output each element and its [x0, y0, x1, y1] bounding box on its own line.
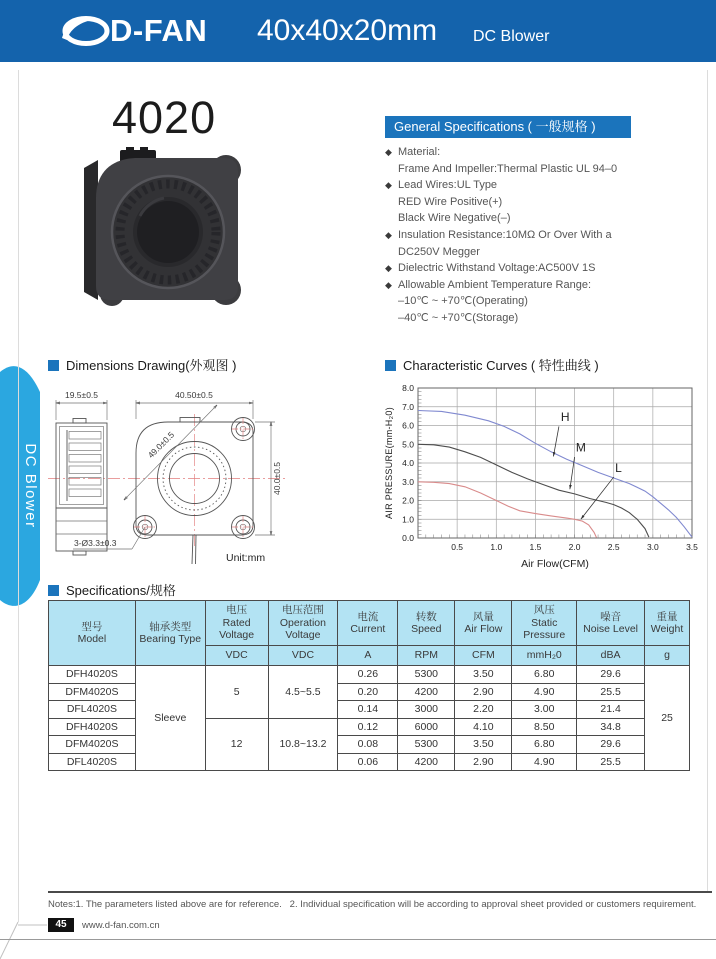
page-number-badge: 45 — [48, 918, 74, 932]
cell-noise-level: 29.6 — [577, 666, 645, 684]
cell-model: DFH4020S — [49, 666, 136, 684]
col-header-air-flow: 风量 Air Flow — [455, 601, 512, 646]
diamond-bullet-icon: ◆ — [385, 229, 392, 240]
bottom-rule — [0, 939, 716, 940]
spec-line: –10℃ ~ +70℃(Operating) — [398, 295, 528, 308]
col-header-current: 电流 Current — [338, 601, 398, 646]
col-header-noise-level: 噪音 Noise Level — [577, 601, 645, 646]
cell-speed: 4200 — [398, 753, 455, 771]
y-tick-label: 1.0 — [402, 514, 414, 525]
y-tick-label: 6.0 — [402, 420, 414, 431]
cell-air-flow: 4.10 — [455, 718, 512, 736]
characteristic-curves-chart — [383, 374, 705, 572]
cell-weight: 25 — [645, 666, 690, 771]
cell-static-pressure: 6.80 — [512, 666, 577, 684]
x-tick-label: 0.5 — [451, 542, 464, 552]
col-header-operation-voltage: 电压范围 Operation Voltage — [268, 601, 338, 646]
y-tick-label: 0.0 — [402, 533, 414, 543]
spec-line: ◆ Lead Wires:UL Type — [385, 177, 715, 194]
product-photo-blower-fan — [68, 144, 253, 316]
unit-weight: g — [645, 646, 690, 666]
curve-label-M: M — [575, 440, 586, 455]
dimensions-drawing — [44, 374, 356, 572]
curve-L — [418, 482, 597, 538]
cell-model: DFH4020S — [49, 718, 136, 736]
website-url: www.d-fan.com.cn — [82, 920, 160, 931]
right-margin-rule — [707, 70, 708, 891]
unit-static-pressure: mmH₂0 — [512, 646, 577, 666]
spec-line: DC250V Megger — [398, 245, 480, 258]
col-header-model: 型号 Model — [49, 601, 136, 666]
spec-line: ◆ Dielectric Withstand Voltage:AC500V 1S — [385, 260, 715, 277]
cell-static-pressure: 4.90 — [512, 753, 577, 771]
specs-section-label: Specifications/规格 — [66, 583, 176, 598]
footer-notes: Notes:1. The parameters listed above are for reference. 2. Individual specification will be according to approval sheet provided or customers requirement. — [48, 899, 697, 910]
x-tick-label: 2.5 — [607, 542, 620, 552]
table-row — [49, 666, 690, 684]
cell-current: 0.20 — [338, 683, 398, 701]
col-header-bearing-type: 轴承类型 Bearing Type — [135, 601, 205, 666]
curves-section-title — [385, 355, 599, 374]
specifications-table — [48, 600, 690, 771]
unit-rated-voltage: VDC — [205, 646, 268, 666]
spec-line: ◆ Allowable Ambient Temperature Range: — [385, 277, 715, 294]
col-header-rated-voltage: 电压 Rated Voltage — [205, 601, 268, 646]
dim-unit-label: Unit:mm — [226, 552, 266, 564]
diamond-bullet-icon: ◆ — [385, 147, 392, 157]
y-tick-label: 7.0 — [402, 401, 414, 412]
cell-speed: 5300 — [398, 666, 455, 684]
cell-air-flow: 3.50 — [455, 666, 512, 684]
cell-speed: 5300 — [398, 736, 455, 754]
spec-line: Black Wire Negative(–) — [398, 212, 511, 225]
diamond-bullet-icon: ◆ — [385, 279, 392, 290]
spec-line: ◆ Insulation Resistance:10MΩ Or Over With a — [385, 227, 715, 244]
general-specs-list — [385, 144, 715, 327]
diamond-bullet-icon: ◆ — [385, 263, 392, 274]
curve-M — [418, 444, 649, 537]
unit-speed: RPM — [398, 646, 455, 666]
x-tick-label: 1.5 — [529, 542, 542, 552]
size-title: 40x40x20mm — [257, 14, 438, 47]
curves-section-label: Characteristic Curves ( 特性曲线 ) — [403, 358, 599, 373]
cell-static-pressure: 4.90 — [512, 683, 577, 701]
cell-static-pressure: 3.00 — [512, 701, 577, 719]
dimensions-section-label: Dimensions Drawing(外观图 ) — [66, 358, 237, 373]
blue-square-icon — [48, 585, 59, 596]
cell-model: DFM4020S — [49, 683, 136, 701]
left-margin-rule — [18, 70, 19, 922]
cell-current: 0.12 — [338, 718, 398, 736]
dim-depth-label: 19.5±0.5 — [64, 390, 99, 400]
cell-current: 0.08 — [338, 736, 398, 754]
cell-current: 0.06 — [338, 753, 398, 771]
cell-noise-level: 25.5 — [577, 753, 645, 771]
curve-H — [418, 411, 692, 538]
cell-air-flow: 3.50 — [455, 736, 512, 754]
dim-width-label: 40.50±0.5 — [175, 390, 213, 400]
cell-speed: 4200 — [398, 683, 455, 701]
y-tick-label: 5.0 — [402, 439, 414, 450]
dimensions-section-title — [48, 355, 236, 374]
x-tick-label: 3.5 — [686, 542, 698, 552]
col-header-static-pressure: 风压 Static Pressure — [512, 601, 577, 646]
dim-height-label: 40.0±0.5 — [272, 461, 282, 496]
x-axis-title: Air Flow(CFM) — [521, 558, 589, 570]
dfan-logo-icon — [60, 15, 110, 47]
cell-model: DFM4020S — [49, 736, 136, 754]
spec-line: –40℃ ~ +70℃(Storage) — [398, 311, 519, 324]
y-axis-title: AIR PRESSURE(mm-H₂0) — [384, 406, 394, 520]
footer-divider — [48, 891, 712, 893]
col-header-speed: 转数 Speed — [398, 601, 455, 646]
unit-current: A — [338, 646, 398, 666]
cell-operation-voltage: 4.5~5.5 — [268, 666, 338, 719]
cell-noise-level: 21.4 — [577, 701, 645, 719]
unit-operation-voltage: VDC — [268, 646, 338, 666]
specs-section-title — [48, 580, 176, 599]
y-tick-label: 2.0 — [402, 495, 414, 506]
x-tick-label: 2.0 — [568, 542, 581, 552]
cell-rated-voltage: 12 — [205, 718, 268, 771]
cell-current: 0.26 — [338, 666, 398, 684]
blue-square-icon — [385, 360, 396, 371]
cell-noise-level: 29.6 — [577, 736, 645, 754]
dim-diagonal-label: 49.0±0.5 — [145, 429, 177, 461]
corner-decoration — [0, 890, 60, 959]
cell-static-pressure: 8.50 — [512, 718, 577, 736]
col-header-weight: 重量 Weight — [645, 601, 690, 646]
cell-static-pressure: 6.80 — [512, 736, 577, 754]
x-tick-label: 3.0 — [646, 542, 659, 552]
x-tick-label: 1.0 — [490, 542, 503, 552]
brand-name: D-FAN — [110, 13, 208, 48]
cell-model: DFL4020S — [49, 701, 136, 719]
product-type-title: DC Blower — [473, 28, 550, 45]
cell-operation-voltage: 10.8~13.2 — [268, 718, 338, 771]
unit-noise-level: dBA — [577, 646, 645, 666]
cell-model: DFL4020S — [49, 753, 136, 771]
side-tab-dc-blower — [0, 358, 44, 616]
general-specs-title: General Specifications ( 一般规格 ) — [385, 116, 631, 138]
blue-square-icon — [48, 360, 59, 371]
model-title: 4020 — [112, 92, 217, 143]
y-tick-label: 4.0 — [402, 458, 414, 468]
cell-bearing-type: Sleeve — [135, 666, 205, 771]
cell-air-flow: 2.20 — [455, 701, 512, 719]
y-tick-label: 3.0 — [402, 476, 414, 487]
cell-rated-voltage: 5 — [205, 666, 268, 719]
cell-noise-level: 25.5 — [577, 683, 645, 701]
unit-air-flow: CFM — [455, 646, 512, 666]
header-bar — [0, 0, 716, 62]
spec-line: Frame And Impeller:Thermal Plastic UL 94–0 — [398, 162, 618, 175]
cell-air-flow: 2.90 — [455, 683, 512, 701]
y-tick-label: 8.0 — [402, 383, 414, 393]
side-tab-label: DC Blower — [22, 443, 39, 529]
cell-noise-level: 34.8 — [577, 718, 645, 736]
curve-label-L: L — [615, 461, 622, 475]
cell-air-flow: 2.90 — [455, 753, 512, 771]
spec-line: ◆ Material: — [385, 144, 715, 161]
cell-speed: 6000 — [398, 718, 455, 736]
spec-line: RED Wire Positive(+) — [398, 195, 503, 208]
cell-current: 0.14 — [338, 701, 398, 719]
curve-label-H: H — [560, 409, 570, 424]
dim-holes-label: 3-Ø3.3±0.3 — [74, 538, 117, 548]
diamond-bullet-icon: ◆ — [385, 180, 392, 191]
cell-speed: 3000 — [398, 701, 455, 719]
